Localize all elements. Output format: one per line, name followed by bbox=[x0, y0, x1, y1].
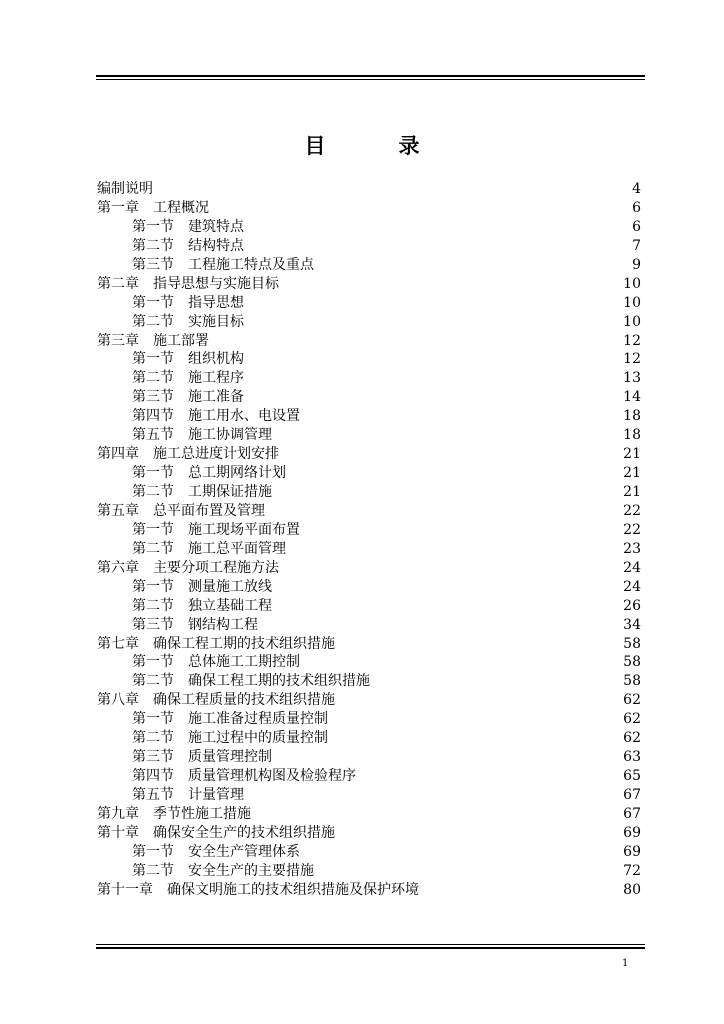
toc-entry-section[interactable] bbox=[97, 843, 641, 862]
toc-entry-page: 34 bbox=[623, 616, 641, 633]
toc-entry-page: 23 bbox=[623, 540, 641, 557]
toc-entry-label: 第一节 组织机构 bbox=[132, 351, 244, 368]
toc-entry-page: 18 bbox=[623, 408, 641, 425]
toc-entry-page: 6 bbox=[632, 199, 641, 216]
toc-entry-page: 65 bbox=[623, 768, 641, 785]
toc-entry-chapter[interactable] bbox=[97, 824, 641, 843]
toc-entry-label: 第一节 测量施工放线 bbox=[132, 578, 272, 595]
toc-entry-section[interactable] bbox=[97, 653, 641, 672]
toc-entry-label: 第六章 主要分项工程施方法 bbox=[97, 559, 279, 576]
toc-entry-page: 58 bbox=[623, 654, 641, 671]
toc-entry-label: 第三节 工程施工特点及重点 bbox=[132, 256, 314, 273]
toc-entry-section[interactable] bbox=[97, 862, 641, 881]
toc-entry-chapter[interactable] bbox=[97, 559, 641, 578]
footer-rule-thin bbox=[96, 944, 645, 945]
toc-entry-page: 12 bbox=[623, 351, 641, 368]
toc-entry-label: 第二节 结构特点 bbox=[132, 237, 244, 254]
toc-entry-label: 第十一章 确保文明施工的技术组织措施及保护环境 bbox=[97, 881, 419, 898]
toc-entry-label: 第四章 施工总进度计划安排 bbox=[97, 446, 279, 463]
toc-entry-label: 第三章 施工部署 bbox=[97, 332, 209, 349]
toc-entry-page: 7 bbox=[632, 237, 641, 254]
toc-entry-section[interactable] bbox=[97, 786, 641, 805]
toc-entry-section[interactable] bbox=[97, 407, 641, 426]
header-rule-thin bbox=[96, 79, 645, 80]
table-of-contents bbox=[97, 180, 641, 900]
toc-entry-chapter[interactable] bbox=[97, 445, 641, 464]
toc-entry-label: 第三节 质量管理控制 bbox=[132, 749, 272, 766]
toc-entry-section[interactable] bbox=[97, 578, 641, 597]
toc-entry-label: 第一节 指导思想 bbox=[132, 294, 244, 311]
toc-entry-chapter[interactable] bbox=[97, 199, 641, 218]
toc-entry-label: 第一节 总工期网络计划 bbox=[132, 465, 286, 482]
toc-entry-section[interactable] bbox=[97, 218, 641, 237]
toc-entry-label: 第五章 总平面布置及管理 bbox=[97, 502, 265, 519]
toc-entry-chapter[interactable] bbox=[97, 635, 641, 654]
toc-entry-page: 67 bbox=[623, 787, 641, 803]
toc-entry-page: 26 bbox=[623, 597, 641, 614]
toc-entry-label: 第一节 建筑特点 bbox=[132, 218, 244, 235]
toc-entry-section[interactable] bbox=[97, 710, 641, 729]
toc-entry-page: 69 bbox=[623, 843, 641, 860]
toc-entry-label: 第二节 施工总平面管理 bbox=[132, 540, 286, 557]
page-number: 1 bbox=[622, 958, 629, 969]
toc-entry-section[interactable] bbox=[97, 616, 641, 635]
toc-entry-label: 第二节 安全生产的主要措施 bbox=[132, 862, 314, 879]
toc-entry-section[interactable] bbox=[97, 729, 641, 748]
toc-entry-page: 21 bbox=[623, 465, 641, 482]
toc-title: 目 录 bbox=[304, 133, 446, 158]
toc-entry-chapter[interactable] bbox=[97, 180, 641, 199]
toc-entry-section[interactable] bbox=[97, 483, 641, 502]
toc-entry-label: 第八章 确保工程质量的技术组织措施 bbox=[97, 692, 335, 709]
toc-entry-label: 第二节 独立基础工程 bbox=[132, 597, 272, 614]
toc-entry-label: 第五节 施工协调管理 bbox=[132, 427, 272, 444]
toc-entry-page: 24 bbox=[623, 578, 641, 595]
toc-entry-label: 第二节 工期保证措施 bbox=[132, 484, 272, 500]
toc-entry-label: 第二节 施工过程中的质量控制 bbox=[132, 730, 328, 747]
toc-entry-label: 第一节 安全生产管理体系 bbox=[132, 843, 300, 860]
toc-entry-label: 第一节 总体施工工期控制 bbox=[132, 654, 300, 671]
toc-entry-page: 18 bbox=[623, 427, 641, 444]
toc-entry-page: 14 bbox=[623, 389, 641, 406]
toc-entry-section[interactable] bbox=[97, 426, 641, 445]
toc-entry-section[interactable] bbox=[97, 237, 641, 256]
toc-entry-page: 62 bbox=[623, 692, 641, 709]
toc-entry-page: 6 bbox=[632, 218, 641, 235]
toc-entry-page: 21 bbox=[623, 484, 641, 500]
toc-entry-page: 69 bbox=[623, 824, 641, 841]
toc-entry-page: 58 bbox=[623, 635, 641, 652]
toc-entry-label: 编制说明 bbox=[97, 181, 153, 197]
toc-entry-label: 第三节 施工准备 bbox=[132, 389, 244, 406]
toc-entry-label: 第二章 指导思想与实施目标 bbox=[97, 275, 279, 292]
header-rule-thick bbox=[96, 75, 645, 77]
toc-entry-page: 62 bbox=[623, 711, 641, 728]
toc-entry-chapter[interactable] bbox=[97, 691, 641, 710]
toc-entry-label: 第十章 确保安全生产的技术组织措施 bbox=[97, 824, 335, 841]
toc-entry-section[interactable] bbox=[97, 294, 641, 313]
toc-entry-label: 第二节 确保工程工期的技术组织措施 bbox=[132, 673, 370, 690]
toc-entry-section[interactable] bbox=[97, 350, 641, 369]
toc-entry-section[interactable] bbox=[97, 748, 641, 767]
toc-entry-section[interactable] bbox=[97, 388, 641, 407]
toc-entry-page: 22 bbox=[623, 502, 641, 519]
toc-entry-page: 12 bbox=[623, 332, 641, 349]
toc-entry-section[interactable] bbox=[97, 540, 641, 559]
toc-entry-page: 72 bbox=[623, 862, 641, 879]
toc-entry-label: 第三节 钢结构工程 bbox=[132, 616, 258, 633]
toc-entry-page: 10 bbox=[623, 275, 641, 292]
toc-entry-page: 4 bbox=[632, 181, 641, 197]
toc-entry-label: 第四节 施工用水、电设置 bbox=[132, 408, 300, 425]
toc-entry-page: 13 bbox=[623, 370, 641, 387]
toc-entry-label: 第一节 施工准备过程质量控制 bbox=[132, 711, 328, 728]
toc-entry-section[interactable] bbox=[97, 521, 641, 540]
toc-entry-section[interactable] bbox=[97, 464, 641, 483]
toc-entry-page: 10 bbox=[623, 294, 641, 311]
toc-entry-section[interactable] bbox=[97, 256, 641, 275]
toc-entry-label: 第一节 施工现场平面布置 bbox=[132, 521, 300, 538]
toc-entry-section[interactable] bbox=[97, 767, 641, 786]
toc-entry-label: 第二节 实施目标 bbox=[132, 313, 244, 330]
toc-entry-chapter[interactable] bbox=[97, 805, 641, 824]
toc-entry-page: 21 bbox=[623, 446, 641, 463]
toc-entry-label: 第一章 工程概况 bbox=[97, 199, 209, 216]
toc-entry-chapter[interactable] bbox=[97, 881, 641, 900]
toc-entry-page: 80 bbox=[623, 881, 641, 898]
toc-entry-page: 62 bbox=[623, 730, 641, 747]
toc-entry-section[interactable] bbox=[97, 313, 641, 332]
toc-entry-page: 10 bbox=[623, 313, 641, 330]
toc-entry-chapter[interactable] bbox=[97, 502, 641, 521]
toc-entry-label: 第五节 计量管理 bbox=[132, 787, 244, 803]
toc-entry-page: 9 bbox=[632, 256, 641, 273]
toc-entry-chapter[interactable] bbox=[97, 332, 641, 351]
footer-rule-thick bbox=[96, 947, 645, 949]
toc-entry-section[interactable] bbox=[97, 369, 641, 388]
toc-entry-section[interactable] bbox=[97, 597, 641, 616]
toc-entry-page: 63 bbox=[623, 749, 641, 766]
toc-entry-page: 22 bbox=[623, 521, 641, 538]
toc-entry-page: 58 bbox=[623, 673, 641, 690]
toc-entry-page: 24 bbox=[623, 559, 641, 576]
toc-entry-chapter[interactable] bbox=[97, 275, 641, 294]
toc-entry-label: 第七章 确保工程工期的技术组织措施 bbox=[97, 635, 335, 652]
toc-entry-label: 第四节 质量管理机构图及检验程序 bbox=[132, 768, 356, 785]
toc-entry-section[interactable] bbox=[97, 672, 641, 691]
toc-entry-label: 第九章 季节性施工措施 bbox=[97, 805, 251, 822]
toc-entry-label: 第二节 施工程序 bbox=[132, 370, 244, 387]
toc-entry-page: 67 bbox=[623, 805, 641, 822]
